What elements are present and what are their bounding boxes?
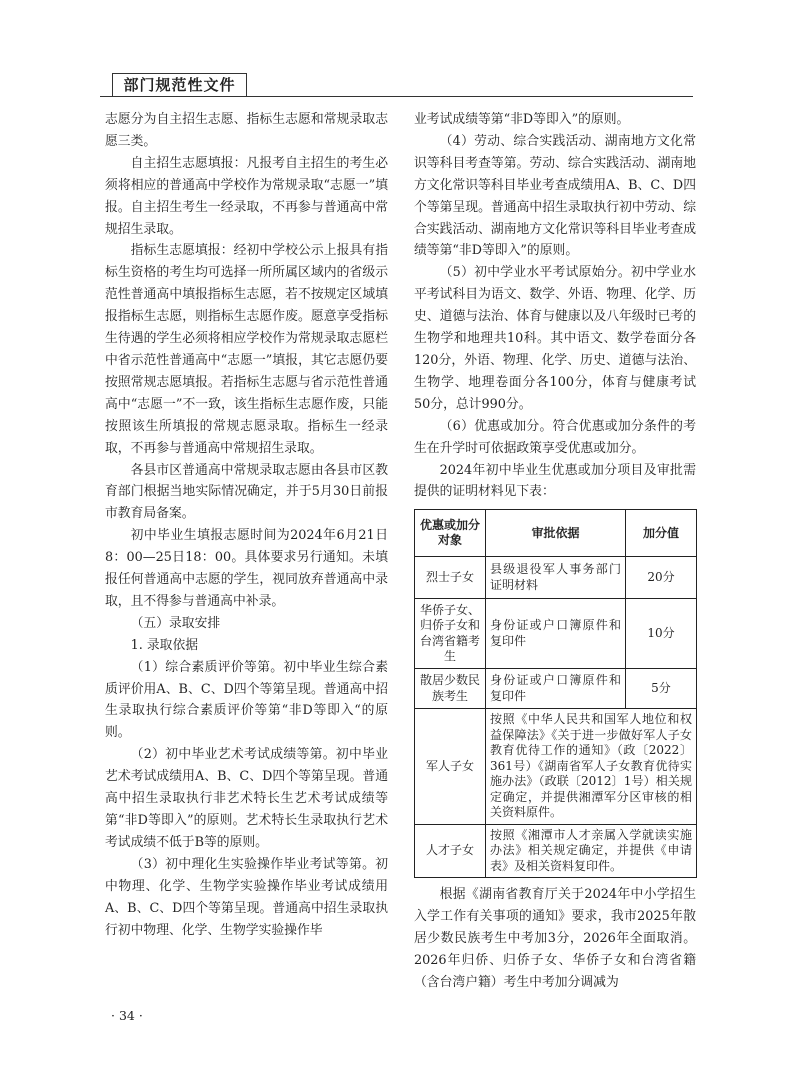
table-row xyxy=(415,669,697,709)
paragraph: （4）劳动、综合实践活动、湖南地方文化常识等科目考查等第。劳动、综合实践活动、湖南地方文化常识等科目毕业考查成绩用A、B、C、D四个等第呈现。普通高中招生录取执行初中劳动、综合实践活动、湖南地方文化常识等科目毕业考查成绩等第“非D等即入”的原则。 xyxy=(414,133,696,259)
paragraph: 业考试成绩等第“非D等即入”的原则。 xyxy=(414,112,630,127)
table-row xyxy=(415,824,697,878)
cell-target: 人才子女 xyxy=(415,824,486,878)
cell-target: 华侨子女、归侨子女和台湾省籍考生 xyxy=(415,599,486,669)
cell-basis: 身份证或户口簿原件和复印件 xyxy=(486,599,626,669)
column-header-value: 加分值 xyxy=(626,510,697,557)
page-number: · 34 · xyxy=(111,1008,143,1023)
paragraph: （2）初中毕业艺术考试成绩等第。初中毕业艺术考试成绩用A、B、C、D四个等第呈现。普通高中招生录取执行非艺术特长生艺术考试成绩等第“非D等即入”的原则。艺术特长生录取执行艺术考试成绩不低于B等的原则。 xyxy=(105,747,388,850)
paragraph: 指标生志愿填报：经初中学校公示上报具有指标生资格的考生均可选择一所所属区域内的省级示范性普通高中填报指标生志愿，若不按规定区域填报指标生志愿，则指标生志愿作废。愿意享受指标生待遇的学生必须将相应学校作为常规录取志愿栏中省示范性普通高中“志愿一”填报，其它志愿仍要按照常规志愿填报。若指标生志愿与省示范性普通高中“志愿一”不一致，该生指标生志愿作废，只能按照该生所填报的常规志愿录取。指标生一经录取，不再参与普通高中常规招生录取。 xyxy=(105,243,388,456)
right-column xyxy=(414,109,696,994)
paragraph: 自主招生志愿填报：凡报考自主招生的考生必须将相应的普通高中学校作为常规录取“志愿一”填报。自主招生考生一经录取，不再参与普通高中常规招生录取。 xyxy=(105,155,388,237)
column-header-target: 优惠或加分对象 xyxy=(415,510,486,557)
cell-target: 军人子女 xyxy=(415,709,486,825)
section-heading: （五）录取安排 xyxy=(130,615,221,631)
header-rule xyxy=(100,96,693,97)
cell-value: 5分 xyxy=(626,669,697,709)
column-header-basis: 审批依据 xyxy=(486,510,626,557)
bonus-points-table xyxy=(414,509,697,878)
table-row xyxy=(415,599,697,669)
cell-value: 10分 xyxy=(626,599,697,669)
paragraph: 2024年初中毕业生优惠或加分项目及审批需提供的证明材料见下表： xyxy=(414,462,696,500)
paragraph: 各县市区普通高中常规录取志愿由各县市区教育部门根据当地实际情况确定，并于5月30日前报市教育局备案。 xyxy=(105,462,388,522)
paragraph: （3）初中理化生实验操作毕业考试等第。初中物理、化学、生物学实验操作毕业考试成绩用A、B、C、D四个等第呈现。普通高中招生录取执行初中物理、化学、生物学实验操作毕 xyxy=(105,856,388,938)
cell-target: 散居少数民族考生 xyxy=(415,669,486,709)
section-header: 部门规范性文件 xyxy=(112,73,247,97)
cell-basis: 按照《中华人民共和国军人地位和权益保障法》《关于进一步做好军人子女教育优待工作的通知》（政〔2022〕361号）《湖南省军人子女教育优待实施办法》（政联〔2012〕1号）相关规定确定，并提供湘潭军分区审核的相关资料原件。 xyxy=(486,709,697,825)
paragraph: （5）初中学业水平考试原始分。初中学业水平考试科目为语文、数学、外语、物理、化学、历史、道德与法治、体育与健康以及八年级时已考的生物学和地理共10科。其中语文、数学卷面分各120分，外语、物理、化学、历史、道德与法治、生物学、地理卷面分各100分，体育与健康考试50分，总计990分。 xyxy=(414,265,696,412)
left-column xyxy=(105,109,388,941)
cell-basis: 县级退役军人事务部门证明材料 xyxy=(486,557,626,599)
paragraph: （6）优惠或加分。符合优惠或加分条件的考生在升学时可依据政策享受优惠或加分。 xyxy=(414,418,696,456)
paragraph: 根据《湖南省教育厅关于2024年中小学招生入学工作有关事项的通知》要求，我市2025年散居少数民族考生中考加3分，2026年全面取消。2026年归侨、归侨子女、华侨子女和台湾省籍（含台湾户籍）考生中考加分调减为 xyxy=(414,887,696,990)
cell-basis: 按照《湘潭市人才亲属入学就读实施办法》相关规定确定，并提供《申请表》及相关资料复印件。 xyxy=(486,824,697,878)
paragraph: 初中毕业生填报志愿时间为2024年6月21日8：00—25日18：00。具体要求另行通知。未填报任何普通高中志愿的学生，视同放弃普通高中录取，且不得参与普通高中补录。 xyxy=(105,528,388,609)
cell-target: 烈士子女 xyxy=(415,557,486,599)
paragraph: （1）综合素质评价等第。初中毕业生综合素质评价用A、B、C、D四个等第呈现。普通高中招生录取执行综合素质评价等第“非D等即入“的原则。 xyxy=(105,659,388,741)
table-header-row xyxy=(415,510,697,557)
paragraph: 志愿分为自主招生志愿、指标生志愿和常规录取志愿三类。 xyxy=(105,112,388,149)
cell-value: 20分 xyxy=(626,557,697,599)
subsection-heading: 1. 录取依据 xyxy=(130,637,199,653)
table-row xyxy=(415,557,697,599)
cell-basis: 身份证或户口簿原件和复印件 xyxy=(486,669,626,709)
table-row xyxy=(415,709,697,825)
